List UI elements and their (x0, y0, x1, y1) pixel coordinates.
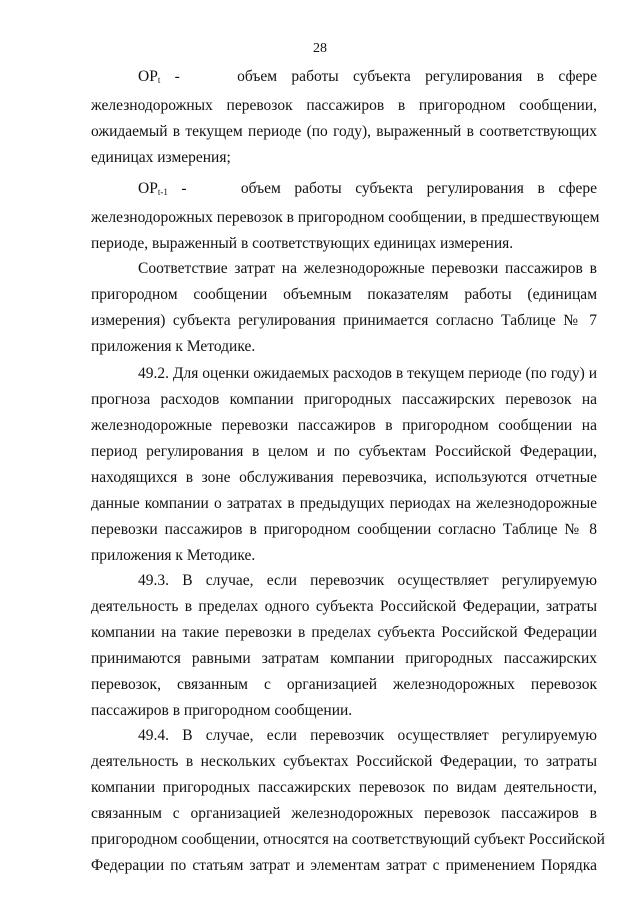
text-line: пригородном сообщении объемным показателям работы (единицам (91, 286, 597, 303)
symbol-subscript: t (157, 75, 161, 85)
text-line: деятельность в нескольких субъектах Российской Федерации, то затраты (91, 753, 597, 770)
text-line: железнодорожных перевозок пассажиров в пригородном сообщении, (91, 97, 597, 114)
text-line: 49.3. В случае, если перевозчик осуществляет регулируемую (138, 572, 597, 589)
text-line: принимаются равными затратам компании пригородных пассажирских (91, 650, 597, 667)
text-line: перевозки пассажиров в пригородном сообщении согласно Таблице № 8 (91, 521, 597, 538)
paragraph-49-3 (91, 568, 597, 724)
line-text: объем работы субъекта регулирования в сфере (237, 68, 598, 85)
text-line: пассажиров в пригородном сообщении. (91, 702, 353, 719)
text-line: Федерации по статьям затрат и элементам затрат с применением Порядка (91, 857, 597, 874)
symbol-text: OP (138, 180, 158, 197)
line-text: объем работы субъекта регулирования в сфере (240, 180, 597, 197)
text-line: железнодорожных перевозок в пригородном сообщении, в предшествующем (91, 209, 600, 226)
text-line: компании пригородных пассажирских перевозок по видам деятельности, (91, 779, 597, 796)
text-line: 49.2. Для оценки ожидаемых расходов в текущем периоде (по году) и (138, 365, 597, 382)
text-line: компании на такие перевозки в пределах субъекта Российской Федерации (91, 624, 597, 641)
text-line: измерения) субъекта регулирования принимается согласно Таблице № 7 (91, 312, 597, 329)
paragraph-correspondence (91, 256, 597, 360)
text-line: приложения к Методике. (91, 547, 256, 564)
text-line (91, 64, 597, 93)
text-line: периоде, выраженный в соответствующих единицах измерения. (91, 235, 514, 252)
text-line: 49.4. В случае, если перевозчик осуществляет регулируемую (138, 727, 597, 744)
text-line: перевозок, связанным с организацией железнодорожных перевозок (91, 676, 597, 693)
page-number: 28 (313, 41, 327, 56)
text-line: находящихся в зоне обслуживания перевозчика, используются отчетные (91, 469, 597, 486)
formula-symbol: $OP_t$ - (138, 68, 180, 85)
text-line: Соответствие затрат на железнодорожные перевозки пассажиров в (138, 260, 597, 277)
paragraph-49-4 (91, 723, 605, 879)
text-line: ожидаемый в текущем периоде (по году), выраженный в соответствующих (91, 123, 597, 140)
text-line: единицах измерения; (91, 149, 231, 166)
symbol-text: OP (138, 68, 158, 85)
text-line: железнодорожные перевозки пассажиров в пригородном сообщении на (91, 417, 597, 434)
formula-symbol: $OP_{t-1}$ - (138, 180, 187, 197)
text-line: приложения к Методике. (91, 338, 256, 355)
text-line: период регулирования в целом и по субъектам Российской Федерации, (91, 443, 597, 460)
paragraph-49-2 (91, 361, 597, 569)
text-line: прогноза расходов компании пригородных пассажирских перевозок на (91, 391, 597, 408)
definition-op-t-1 (91, 176, 600, 257)
text-line (91, 176, 597, 205)
text-line: пригородном сообщении, относятся на соответствующий субъект Российской (91, 831, 605, 848)
text-line: данные компании о затратах в предыдущих периодах на железнодорожные (91, 495, 597, 512)
symbol-subscript: t-1 (157, 187, 168, 197)
text-line: деятельность в пределах одного субъекта Российской Федерации, затраты (91, 598, 597, 615)
definition-op-t (91, 64, 597, 171)
text-line: связанным с организацией железнодорожных перевозок пассажиров в (91, 805, 597, 822)
